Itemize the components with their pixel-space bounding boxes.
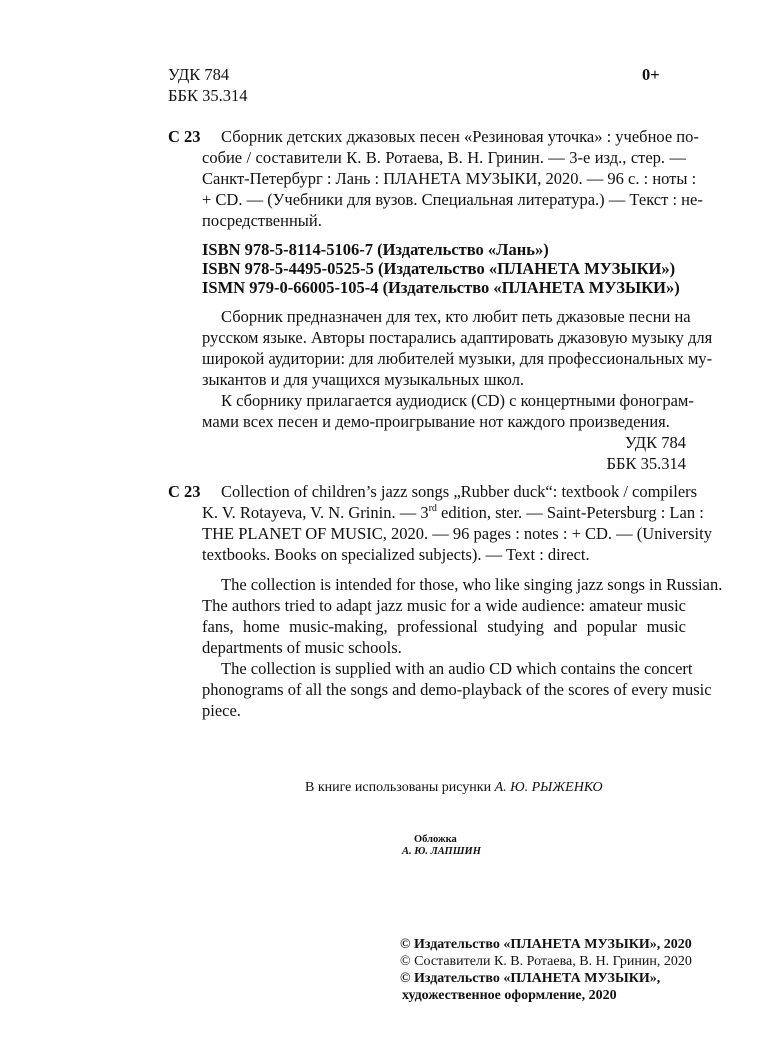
cover-author: А. Ю. ЛАПШИН: [402, 846, 481, 857]
ru-annotation-line: широкой аудитории: для любителей музыки, для профессиональных му-: [202, 349, 713, 368]
copyright-line-continued: художественное оформление, 2020: [402, 988, 617, 1003]
ru-annotation-line: Сборник предназначен для тех, кто любит петь джазовые песни на: [221, 307, 691, 326]
en-record-line: textbooks. Books on specialized subjects). — Text : direct.: [202, 545, 590, 564]
isbn-line: ISBN 978-5-8114-5106-7 (Издательство «Лань»): [202, 240, 549, 259]
en-annotation-line: The collection is intended for those, who like singing jazz songs in Russian.: [221, 575, 723, 594]
copyright-line: © Издательство «ПЛАНЕТА МУЗЫКИ»,: [400, 971, 661, 986]
en-annotation-line: The collection is supplied with an audio CD which contains the concert: [221, 659, 693, 678]
en-record-line: THE PLANET OF MUSIC, 2020. — 96 pages : notes : + CD. — (University: [202, 524, 712, 543]
ru-annotation-line: мами всех песен и демо-проигрывание нот каждого произведения.: [202, 412, 670, 431]
en-annotation-line: phonograms of all the songs and demo-playback of the scores of every music: [202, 680, 712, 699]
cover-label: Обложка: [414, 834, 457, 845]
en-annotation-line: The authors tried to adapt jazz music for a wide audience: amateur music: [202, 596, 686, 615]
ru-record-code: С 23: [168, 127, 201, 146]
illustrations-label: В книге использованы рисунки: [305, 780, 492, 795]
en-record-line: Collection of children’s jazz songs „Rubber duck“: textbook / compilers: [221, 482, 698, 501]
en-annotation-line: fans, home music-making, professional studying and popular music: [202, 617, 686, 636]
udk-footer: УДК 784: [624, 433, 686, 452]
en-record-line: K. V. Rotayeva, V. N. Grinin. — 3rd edition, ster. — Saint-Petersburg : Lan :: [202, 502, 704, 522]
ru-record-line: посредственный.: [202, 211, 322, 230]
illustrations-author: А. Ю. РЫЖЕНКО: [494, 780, 603, 795]
ru-record-line: Сборник детских джазовых песен «Резиновая уточка» : учебное по-: [221, 127, 699, 146]
ru-annotation-line: русском языке. Авторы постарались адаптировать джазовую музыку для: [202, 328, 713, 347]
illustrations-credit: [305, 779, 603, 797]
age-rating: 0+: [642, 65, 660, 84]
copyright-line: © Составители К. В. Ротаева, В. Н. Гринин, 2020: [400, 954, 692, 969]
en-annotation-line: departments of music schools.: [202, 638, 402, 657]
copyright-line: © Издательство «ПЛАНЕТА МУЗЫКИ», 2020: [400, 937, 692, 952]
ru-record-line: Санкт-Петербург : Лань : ПЛАНЕТА МУЗЫКИ, 2020. — 96 с. : ноты :: [202, 169, 697, 188]
en-annotation-line: piece.: [202, 701, 241, 720]
ismn-line: ISMN 979-0-66005-105-4 (Издательство «ПЛАНЕТА МУЗЫКИ»): [202, 278, 680, 297]
ru-record-line: + CD. — (Учебники для вузов. Специальная литература.) — Текст : не-: [202, 190, 703, 209]
bbk-footer: ББК 35.314: [606, 454, 686, 473]
ru-annotation-line: К сборнику прилагается аудиодиск (CD) с концертными фонограм-: [221, 391, 694, 410]
ru-annotation-line: зыкантов и для учащихся музыкальных школ.: [202, 370, 525, 389]
en-record-code: С 23: [168, 482, 201, 501]
isbn-line: ISBN 978-5-4495-0525-5 (Издательство «ПЛАНЕТА МУЗЫКИ»): [202, 259, 676, 278]
bbk-header: ББК 35.314: [168, 86, 248, 105]
udk-header: УДК 784: [168, 65, 230, 84]
ru-record-line: собие / составители К. В. Ротаева, В. Н. Гринин. — 3-е изд., стер. —: [202, 148, 686, 167]
